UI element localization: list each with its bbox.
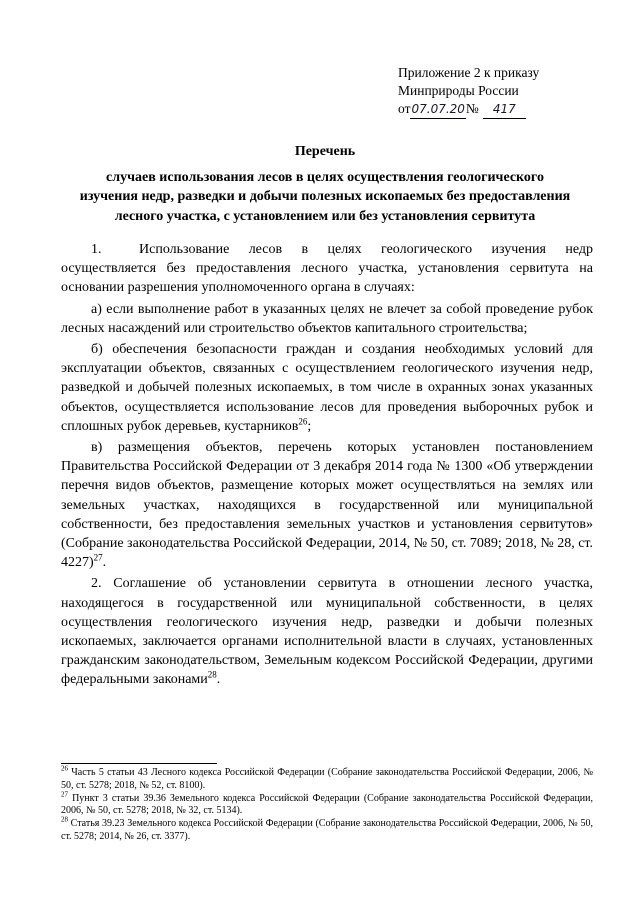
paragraph-b-end: ; (307, 418, 312, 434)
footnote-28 (61, 815, 593, 844)
paragraph-1-number: 1. (91, 242, 102, 257)
footnote-text: Пункт 3 статьи 39.36 Земельного кодекса Российской Федерации (Собрание законодательства Российской Федерации, 2006, № 50, ст. 5278; 2018, № 32, ст. 5134). (61, 792, 593, 817)
paragraph-1-text: Использование лесов в целях геологического изучения недр осуществляется без предоставления лесного участка, установления сервитута на основании разрешения уполномоченного органа в случаях: (61, 242, 593, 296)
paragraph-c (61, 438, 593, 572)
footnote-mark: 27 (61, 790, 68, 799)
paragraph-1 (61, 240, 593, 298)
footnote-ref-26: 26 (298, 416, 308, 427)
appendix-line3 (398, 100, 539, 119)
footnote-26 (61, 764, 593, 793)
appendix-line1: Приложение 2 к приказу (398, 65, 540, 80)
paragraph-c-end: . (102, 555, 107, 571)
footnote-text: Часть 5 статьи 43 Лесного кодекса Российской Федерации (Собрание законодательства Российской Федерации, 2006, № 50, ст. 5278; 2018, № 52, ст. 8100). (61, 767, 593, 791)
footnote-text: Статья 39.23 Земельного кодекса Российской Федерации (Собрание законодательства Российской Федерации, 2006, № 50, ст. 5278; 2014, № 26, ст. 3377). (61, 818, 593, 842)
paragraph-b (61, 340, 593, 436)
footnote-mark: 26 (61, 764, 68, 773)
footnote-separator (61, 763, 217, 764)
paragraph-2-end: . (216, 672, 221, 688)
footnote-mark: 28 (61, 815, 68, 824)
document-title (60, 142, 590, 226)
paragraph-a: а) если выполнение работ в указанных целях не влечет за собой проведение рубок лесных насаждений или строительство объектов капитального строительства; (61, 301, 593, 336)
appendix-line2: Минприроды России (398, 83, 519, 98)
handwritten-number: 417 (483, 100, 526, 119)
appendix-from-label: от (398, 101, 411, 116)
footnote-27 (61, 790, 593, 819)
footnote-ref-27: 27 (93, 552, 103, 563)
title-line3: изучения недр, разведки и добычи полезных ископаемых без предоставления (79, 189, 571, 204)
footnote-ref-28: 28 (207, 669, 217, 680)
document-body (61, 240, 593, 690)
paragraph-2 (61, 574, 593, 689)
footnotes (61, 764, 593, 844)
appendix-number-label: № (465, 101, 479, 116)
title-line4: лесного участка, с установлением или без установления сервитута (114, 208, 536, 224)
paragraph-c-text: в) размещения объектов, перечень которых установлен постановлением Правительства Российской Федерации от 3 декабря 2014 года № 1300 «Об утверждении перечня видов объектов, размещение которых может осуществляться на землях или земельных участках, находящихся в государственной или муниципальной собственности, без предоставления земельных участков и установления сервитутов» (Собрание законодательства Российской Федерации, 2014, № 50, ст. 7089; 2018, № 28, ст. 4227) (61, 440, 593, 571)
paragraph-2-text: 2. Соглашение об установлении сервитута в отношении лесного участка, находящегося в государственной или муниципальной собственности, в целях осуществления геологического изучения недр, разведки и добычи полезных ископаемых, заключается органами исполнительной власти в случаях, установленных гражданским законодательством, Земельным кодексом Российской Федерации, другими федеральными законами (61, 576, 593, 688)
title-line1: Перечень (294, 144, 356, 159)
paragraph-b-text: б) обеспечения безопасности граждан и создания необходимых условий для эксплуатации объектов, связанных с осуществлением геологического изучения недр, разведкой и добычей полезных ископаемых, в том числе в охранных зонах указанных объектов, осуществляется использование лесов для проведения выборочных рубок и сплошных рубок деревьев, кустарников (61, 342, 593, 434)
handwritten-date: 07.07.20 (410, 100, 465, 119)
title-line2: случаев использования лесов в целях осуществления геологического (106, 169, 544, 185)
appendix-header (398, 64, 539, 119)
